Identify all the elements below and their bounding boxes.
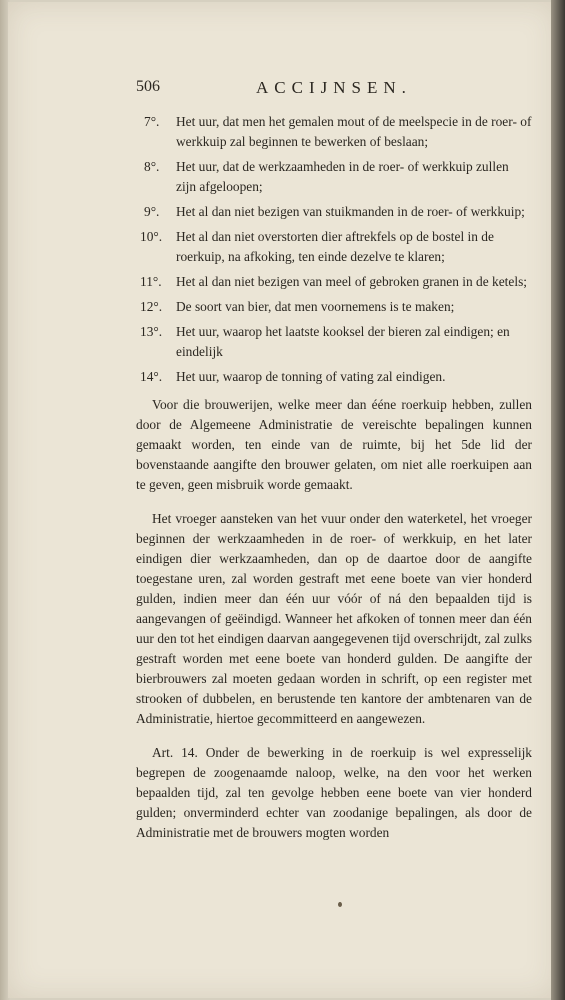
list-item [136,227,532,267]
item-number: 9°. [144,204,160,219]
paragraph: Voor die brouwerijen, welke meer dan ééne roerkuip hebben, zullen door de Algemeene Administratie de vereischte bepalingen kunnen gemaakt worden, ten einde van de ruimte, bij het 5de lid der bovenstaande aangifte den brouwer gelaten, om niet alle roerkuipen aan te geven, geen misbruik worde gemaakt. [136,397,532,492]
item-number: 7°. [144,114,160,129]
item-text: Het al dan niet bezigen van stuikmanden in de roer- of werkkuip; [176,204,525,219]
list-item [136,202,532,222]
paragraph: Het vroeger aansteken van het vuur onder den waterketel, het vroeger beginnen der werkzaamheden in de roer- of werkkuip, en het later eindigen dier werkzaamheden, dan op de daartoe door de aangifte toegestane uren, zal worden gestraft met eene boete van vier honderd gulden, indien meer dan één uur vóór of ná den bepaalden tijd is aangevangen of geëindigd. Wanneer het afkoken of tonnen meer dan één uur den tot het eindigen daarvan aangegevenen tijd overschrijdt, zal zulks gestraft worden met eene boete van honderd gulden. De aangifte der bierbrouwers zal moeten gedaan worden in schrift, op een register met strooken of dubbelen, en berustende ten kantore der ambtenaren van de Administratie, hiertoe gecommitteerd en aangewezen. [136,511,532,726]
list-item [136,112,532,152]
list-item [136,367,532,387]
item-text: Het uur, dat de werkzaamheden in de roer- of werkkuip zullen zijn afgeloopen; [176,159,509,194]
item-text: Het uur, dat men het gemalen mout of de meelspecie in de roer- of werkkuip zal beginnen te bewerken of beslaan; [176,114,532,149]
book-spine [551,0,565,1000]
item-number: 11°. [140,274,162,289]
item-text: De soort van bier, dat men voornemens is te maken; [176,299,455,314]
list-item [136,322,532,362]
item-number: 8°. [144,159,160,174]
item-text: Het uur, waarop het laatste kooksel der bieren zal eindigen; en eindelijk [176,324,510,359]
item-text: Het al dan niet overstorten dier aftrekfels op de bostel in de roerkuip, na afkoking, ten einde dezelve te klaren; [176,229,494,264]
list-item [136,297,532,317]
paragraph: Art. 14. Onder de bewerking in de roerkuip is wel expresselijk begrepen de zoogenaamde naloop, welke, na den voor het werken bepaalden tijd, zal ten gevolge hebben eene boete van vier honderd gulden; onverminderd echter van zoodanige bepalingen, als door de Administratie met de brouwers mogten worden [136,745,532,840]
running-title: ACCIJNSEN. [256,78,412,97]
page-number: 506 [136,78,160,95]
item-number: 12°. [140,299,163,314]
page-body [136,112,532,843]
paper-speck [338,902,342,907]
item-text: Het uur, waarop de tonning of vating zal eindigen. [176,369,446,384]
list-item [136,272,532,292]
item-number: 10°. [140,229,163,244]
item-text: Het al dan niet bezigen van meel of gebroken granen in de ketels; [176,274,527,289]
item-number: 14°. [140,369,163,384]
list-item [136,157,532,197]
page-header [136,78,528,102]
item-number: 13°. [140,324,163,339]
